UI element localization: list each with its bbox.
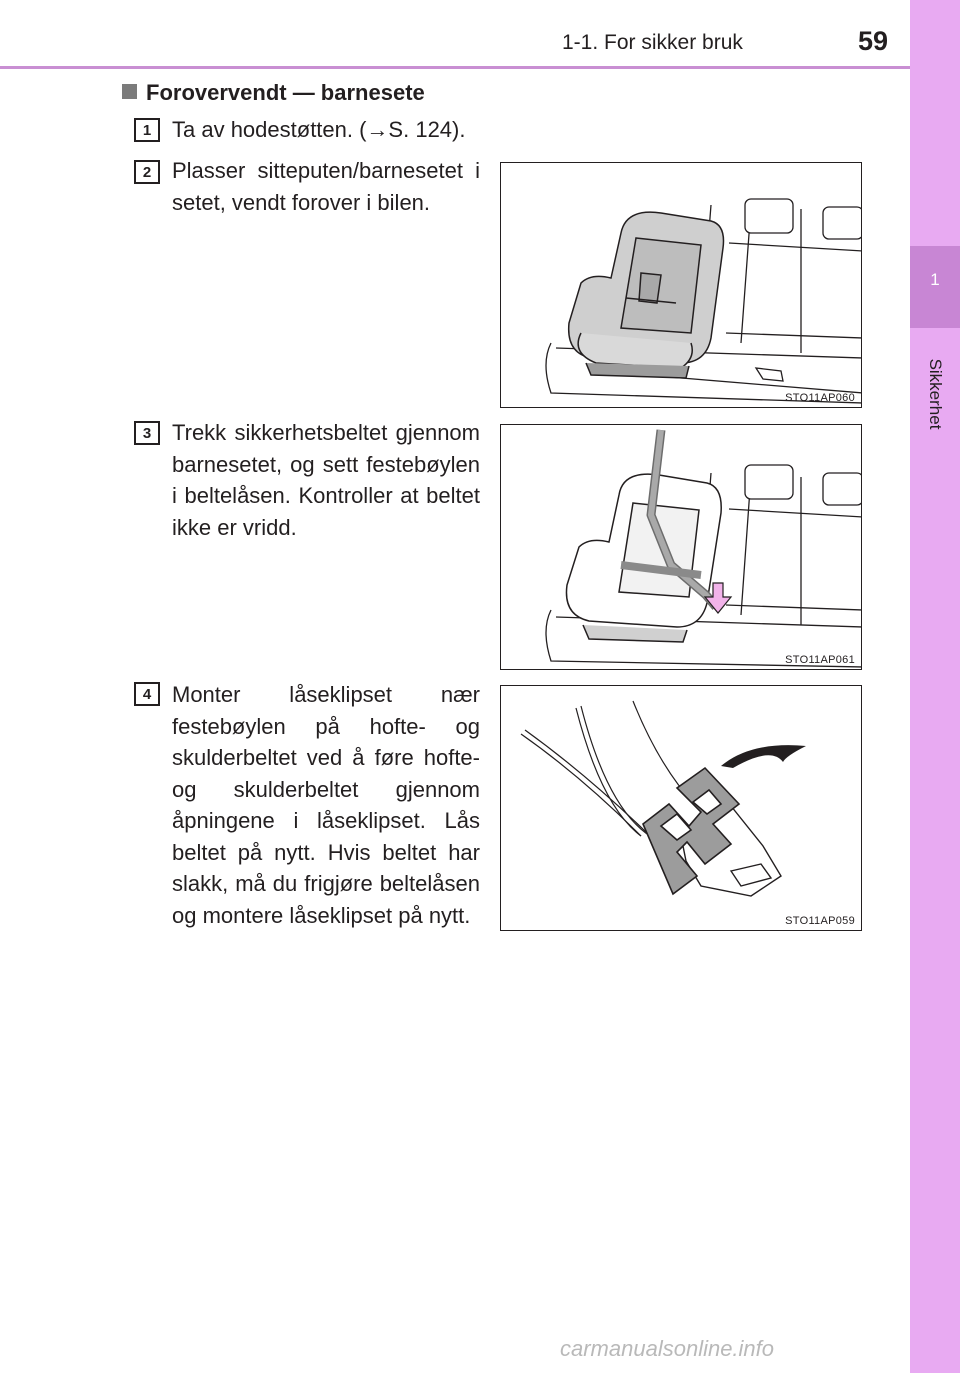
figure-3-code: STO11AP059	[785, 915, 855, 927]
chapter-tab	[910, 0, 960, 1373]
section-title: 1-1. For sikker bruk	[562, 31, 743, 54]
chapter-label: Sikkerhet	[926, 358, 945, 430]
figure-locking-clip	[500, 685, 862, 931]
step-4-number: 4	[134, 682, 160, 706]
figure-child-seat	[500, 162, 862, 408]
figure-1-code: STO11AP060	[785, 392, 855, 404]
heading-text: Forovervendt — barnesete	[146, 80, 425, 105]
seat-belt-routing-illustration-icon	[501, 425, 862, 670]
step-2-text: Plasser sitteputen/barnesetet i setet, vendt forover i bilen.	[172, 158, 480, 215]
locking-clip-illustration-icon	[501, 686, 862, 931]
step-3-text: Trekk sikkerhetsbeltet gjennom barnesetet, og sett festebøylen i beltelåsen. Kontroller at beltet ikke er vridd.	[172, 420, 480, 540]
step-4-text: Monter låseklipset nær festebøylen på hofte- og skulderbeltet ved å føre hofte- og skulderbeltet gjennom åpningene i låseklipset. Lås beltet på nytt. Hvis beltet har slakk, må du frigjøre beltelåsen og montere låseklipset på nytt.	[172, 682, 480, 928]
figure-2-code: STO11AP061	[785, 654, 855, 666]
chapter-number: 1	[930, 270, 940, 289]
header-rule	[0, 66, 910, 69]
step-3-number: 3	[134, 421, 160, 445]
section-heading	[122, 80, 425, 106]
heading-square-icon	[122, 84, 137, 99]
step-1-number: 1	[134, 118, 160, 142]
child-seat-illustration-icon	[501, 163, 862, 408]
watermark: carmanualsonline.info	[560, 1336, 775, 1361]
step-2-number: 2	[134, 160, 160, 184]
figure-belt-routing	[500, 424, 862, 670]
page-number: 59	[858, 26, 889, 56]
step-1-text: Ta av hodestøtten. (→S. 124).	[172, 117, 466, 142]
